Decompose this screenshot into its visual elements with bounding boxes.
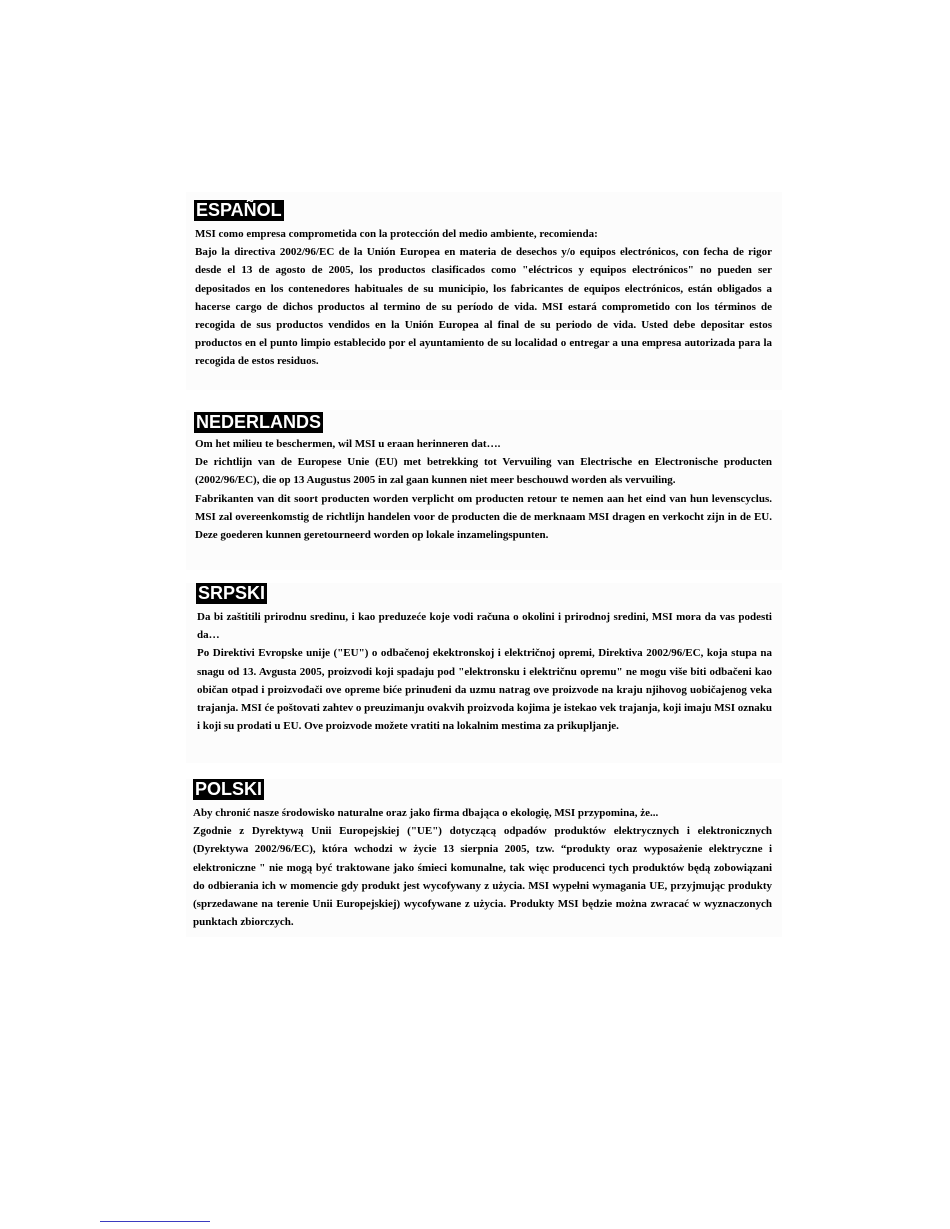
intro-paragraph: Da bi zaštitili prirodnu sredinu, i kao preduzeće koje vodi računa o okolini i prirodnoj sredini, MSI mora da vas podesti da… [197,611,772,642]
section-heading: ESPAÑOL [196,200,282,220]
section-heading: POLSKI [195,779,263,799]
footnote-divider [100,1221,210,1222]
intro-paragraph: MSI como empresa comprometida con la protección del medio ambiente, recomienda: [195,228,598,240]
section-srpski [186,583,782,763]
section-polski [186,779,782,937]
body-paragraph: Po Direktivi Evropske unije ("EU") o odbačenoj ekektronskoj i električnoj opremi, Direktiva 2002/96/EC, koja stupa na snagu od 13. Avgusta 2005, proizvodi koji spadaju pod "elektronsku i električnu opremu" ne mogu više biti odbačeni kao običan otpad i proizvođači ove opreme biće prinuđeni da uzmu natrag ove proizvode na kraju njihovog uobičajenog veka trajanja. MSI će poštovati zahtev o preuzimanju ovakvih proizvoda kojima je istekao vek trajanja, koji imaju MSI oznaku i koji su prodati u EU. Ove proizvode možete vratiti na lokalnim mestima za prikupljanje. [197,647,772,733]
body-paragraph: Zgodnie z Dyrektywą Unii Europejskiej ("UE") dotyczącą odpadów produktów elektrycznych i elektronicznych (Dyrektywa 2002/96/EC), która wchodzi w życie 13 sierpnia 2005, tzw. “produkty oraz wyposażenie elektryczne i elektroniczne " nie mogą być traktowane jako śmieci komunalne, tak więc producenci tych produktów będą zobowiązani do odbierania ich w momencie gdy produkt jest wycofywany z użycia. MSI wypełni wymagania UE, przyjmując produkty (sprzedawane na terenie Unii Europejskiej) wycofywane z użycia. Produkty MSI będzie można zwracać w wyznaczonych punktach zbiorczych. [193,825,772,929]
section-heading: NEDERLANDS [196,412,322,432]
section-espanol [186,192,782,390]
body-paragraph: Fabrikanten van dit soort producten worden verplicht om producten retour te nemen aan het eind van hun levenscyclus. MSI zal overeenkomstig de richtlijn handelen voor de producten die de merknaam MSI dragen en verkocht zijn in de EU. Deze goederen kunnen geretourneerd worden op lokale inzamelingspunten. [195,492,772,542]
section-nederlands [186,410,782,570]
section-heading: SRPSKI [198,583,266,603]
intro-paragraph: Aby chronić nasze środowisko naturalne oraz jako firma dbająca o ekologię, MSI przypomina, że... [193,807,659,819]
body-paragraph: De richtlijn van de Europese Unie (EU) met betrekking tot Vervuiling van Electrische en Electronische producten (2002/96/EC), die op 13 Augustus 2005 in zal gaan kunnen niet meer beschouwd worden als vervuiling. [195,456,772,487]
intro-paragraph: Om het milieu te beschermen, wil MSI u eraan herinneren dat…. [195,438,501,450]
body-paragraph: Bajo la directiva 2002/96/EC de la Unión Europea en materia de desechos y/o equipos electrónicos, con fecha de rigor desde el 13 de agosto de 2005, los productos clasificados como "eléctricos y equipos electrónicos" no pueden ser depositados en los contenedores habituales de su municipio, los fabricantes de equipos electrónicos, están obligados a hacerse cargo de dichos productos al termino de su período de vida. MSI estará comprometido con los términos de recogida de sus productos vendidos en la Unión Europea al final de su periodo de vida. Usted debe depositar estos productos en el punto limpio establecido por el ayuntamiento de su localidad o entregar a una empresa autorizada para la recogida de estos residuos. [195,246,772,368]
